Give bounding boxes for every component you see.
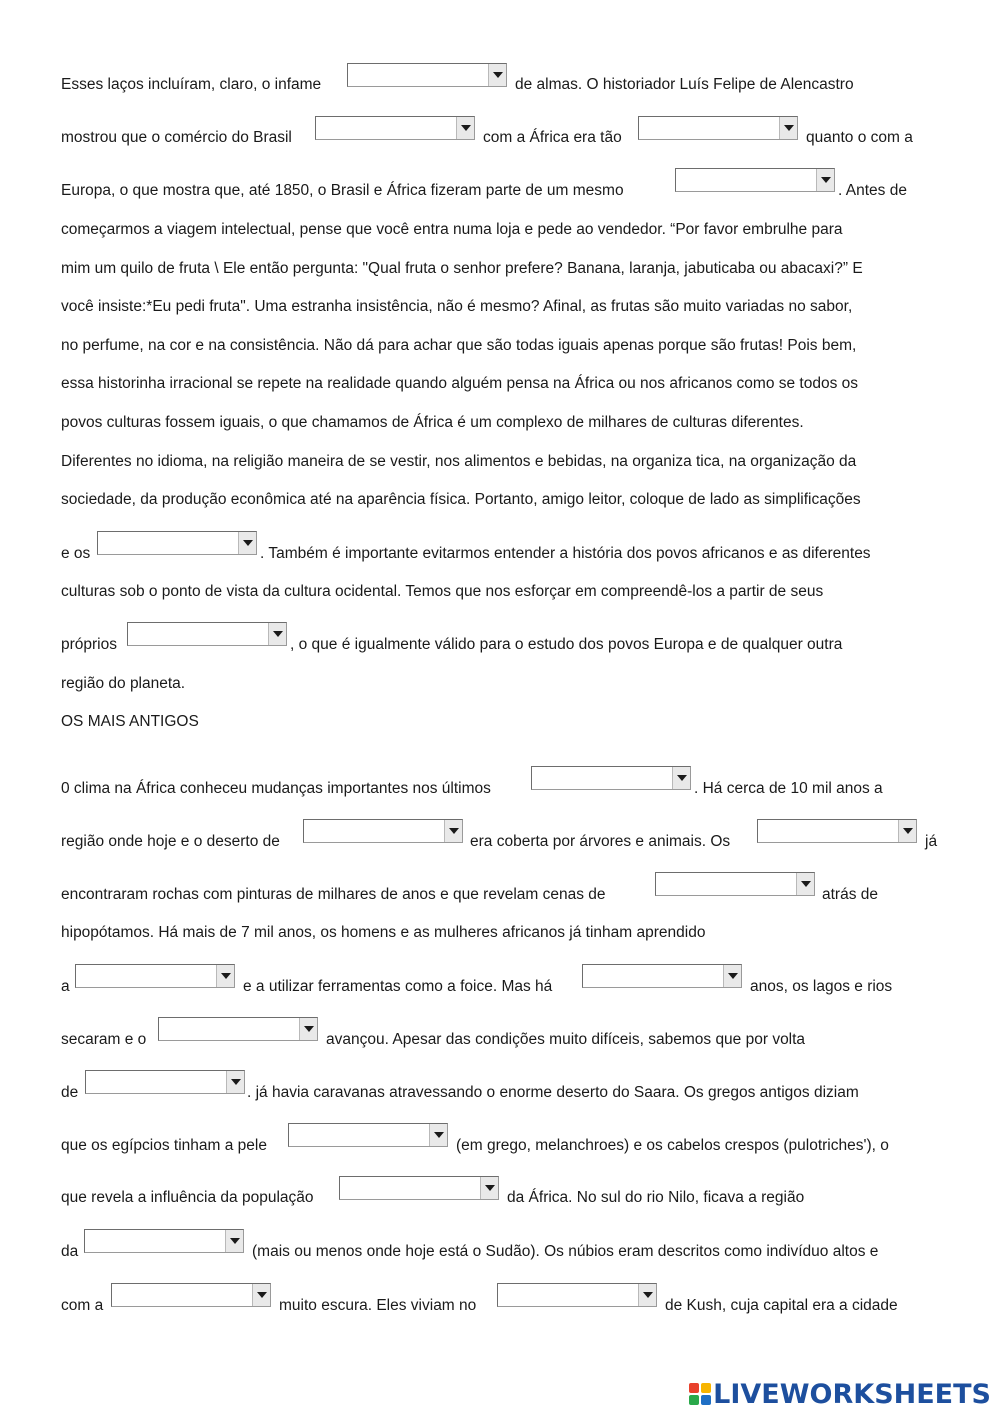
text-line: e a utilizar ferramentas como a foice. Mas há [243,978,553,995]
text-line: mostrou que o comércio do Brasil [61,129,292,146]
chevron-down-icon [816,169,834,191]
text-line: de [61,1084,79,1101]
logo-square [689,1383,699,1393]
text-line: Esses laços incluíram, claro, o infame [61,76,322,93]
text-line: começarmos a viagem intelectual, pense que você entra numa loja e pede ao vendedor. “Por favor embrulhe para [61,221,843,238]
chevron-down-icon [216,965,234,987]
logo-square [701,1383,711,1393]
text-line: próprios [61,636,117,653]
answer-dropdown-9[interactable] [757,819,917,843]
answer-dropdown-19[interactable] [497,1283,657,1307]
answer-dropdown-4[interactable] [675,168,835,192]
chevron-down-icon [672,767,690,789]
text-line: no perfume, na cor e na consistência. Não dá para achar que são todas iguais apenas porque são frutas! Pois bem, [61,337,857,354]
answer-dropdown-11[interactable] [75,964,235,988]
text-line: Europa, o que mostra que, até 1850, o Brasil e África fizeram parte de um mesmo [61,182,624,199]
text-line: sociedade, da produção econômica até na aparência física. Portanto, amigo leitor, coloque de lado as simplificações [61,491,861,508]
answer-dropdown-10[interactable] [655,872,815,896]
text-line: com a [61,1297,104,1314]
answer-dropdown-18[interactable] [111,1283,271,1307]
chevron-down-icon [779,117,797,139]
text-line: com a África era tão [483,129,622,146]
answer-dropdown-6[interactable] [127,622,287,646]
chevron-down-icon [456,117,474,139]
text-line: culturas sob o ponto de vista da cultura ocidental. Temos que nos esforçar em compreendê-los a partir de seus [61,583,824,600]
text-line: . Também é importante evitarmos entender a história dos povos africanos e as diferentes [260,545,871,562]
chevron-down-icon [723,965,741,987]
text-line: encontraram rochas com pinturas de milhares de anos e que revelam cenas de [61,886,606,903]
answer-dropdown-3[interactable] [638,116,798,140]
text-line: Diferentes no idioma, na religião maneira de se vestir, nos alimentos e bebidas, na organiza tica, na organização da [61,453,857,470]
text-line: da África. No sul do rio Nilo, ficava a região [507,1189,805,1206]
section-heading: OS MAIS ANTIGOS [61,713,199,730]
text-line: atrás de [822,886,879,903]
text-line: a [61,978,70,995]
chevron-down-icon [796,873,814,895]
answer-dropdown-17[interactable] [84,1229,244,1253]
text-line: quanto o com a [806,129,913,146]
logo-text: LIVEWORKSHEETS [713,1378,991,1410]
answer-dropdown-14[interactable] [85,1070,245,1094]
text-line: povos culturas fossem iguais, o que chamamos de África é um complexo de milhares de culturas diferentes. [61,414,804,431]
text-line: essa historinha irracional se repete na realidade quando alguém pensa na África ou nos africanos como se todos os [61,375,859,392]
text-line: , o que é igualmente válido para o estudo dos povos Europa e de qualquer outra [290,636,843,653]
chevron-down-icon [488,64,506,86]
chevron-down-icon [638,1284,656,1306]
chevron-down-icon [268,623,286,645]
answer-dropdown-5[interactable] [97,531,257,555]
chevron-down-icon [252,1284,270,1306]
answer-dropdown-13[interactable] [158,1017,318,1041]
text-line: muito escura. Eles viviam no [279,1297,477,1314]
text-line: você insiste:*Eu pedi fruta". Uma estranha insistência, não é mesmo? Afinal, as frutas são muito variadas no sabor, [61,298,853,315]
text-line: que revela a influência da população [61,1189,314,1206]
text-line: de almas. O historiador Luís Felipe de Alencastro [515,76,854,93]
chevron-down-icon [429,1124,447,1146]
text-line: de Kush, cuja capital era a cidade [665,1297,898,1314]
text-line: . já havia caravanas atravessando o enorme deserto do Saara. Os gregos antigos diziam [247,1084,859,1101]
text-line: região do planeta. [61,675,186,692]
chevron-down-icon [225,1230,243,1252]
answer-dropdown-2[interactable] [315,116,475,140]
text-line: e os [61,545,91,562]
chevron-down-icon [444,820,462,842]
text-line: secaram e o [61,1031,147,1048]
text-line: hipopótamos. Há mais de 7 mil anos, os homens e as mulheres africanos já tinham aprendido [61,924,706,941]
logo-mark-icon [689,1383,711,1405]
text-line: que os egípcios tinham a pele [61,1137,267,1154]
text-line: região onde hoje e o deserto de [61,833,280,850]
answer-dropdown-7[interactable] [531,766,691,790]
text-line: avançou. Apesar das condições muito difíceis, sabemos que por volta [326,1031,806,1048]
answer-dropdown-16[interactable] [339,1176,499,1200]
answer-dropdown-12[interactable] [582,964,742,988]
chevron-down-icon [480,1177,498,1199]
text-line: mim um quilo de fruta \ Ele então pergunta: "Qual fruta o senhor prefere? Banana, laranja, jabuticaba ou abacaxi?” E [61,260,863,277]
text-line: já [925,833,938,850]
text-line: (em grego, melanchroes) e os cabelos crespos (pulotriches'), o [456,1137,889,1154]
chevron-down-icon [226,1071,244,1093]
text-line: . Antes de [838,182,907,199]
chevron-down-icon [238,532,256,554]
chevron-down-icon [299,1018,317,1040]
text-line: da [61,1243,79,1260]
answer-dropdown-8[interactable] [303,819,463,843]
chevron-down-icon [898,820,916,842]
liveworksheets-logo [689,1379,991,1409]
text-line: 0 clima na África conheceu mudanças importantes nos últimos [61,780,491,797]
text-line: . Há cerca de 10 mil anos a [694,780,883,797]
answer-dropdown-15[interactable] [288,1123,448,1147]
text-line: era coberta por árvores e animais. Os [470,833,731,850]
answer-dropdown-1[interactable] [347,63,507,87]
text-line: (mais ou menos onde hoje está o Sudão). Os núbios eram descritos como indivíduo altos e [252,1243,879,1260]
logo-square [701,1395,711,1405]
logo-square [689,1395,699,1405]
text-line: anos, os lagos e rios [750,978,893,995]
